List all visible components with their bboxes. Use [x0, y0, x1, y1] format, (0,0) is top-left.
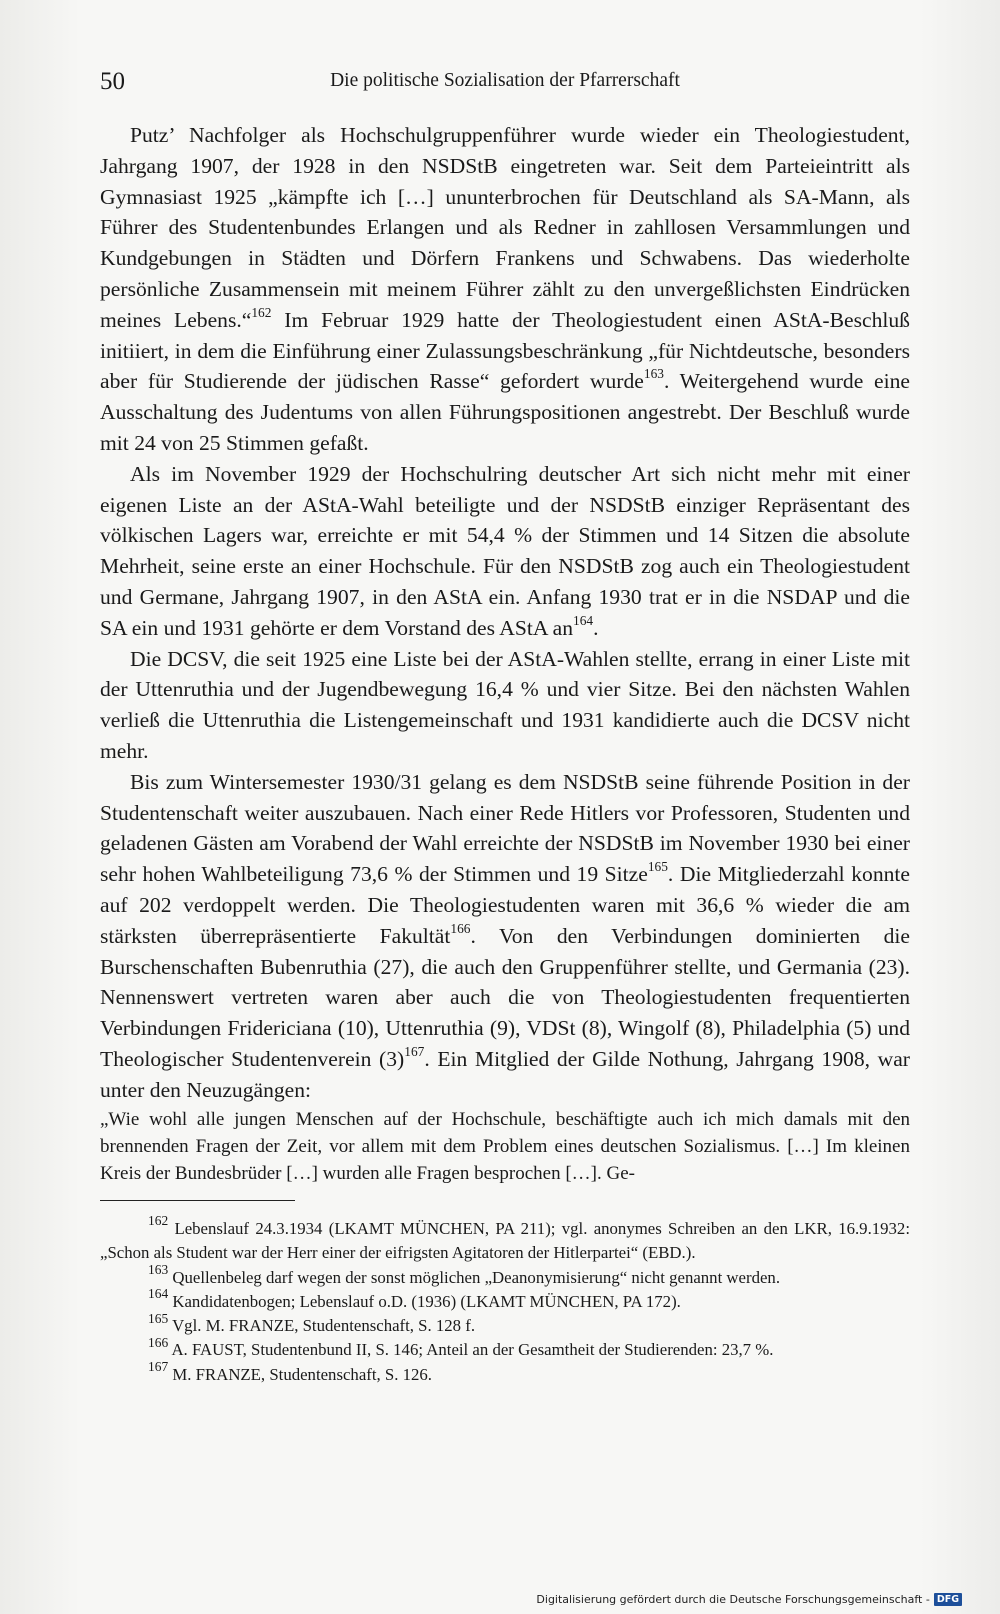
footnote-number: 162 — [148, 1213, 169, 1229]
footnote-ref-162: 162 — [251, 304, 272, 320]
paragraph-3-text-a: Die DCSV, die seit 1925 eine Liste bei der AStA-Wahlen stellte, errang in einer Liste mit der Uttenruthia und der Jugendbewegung 16,4 % und vier Sitze. Bei den nächsten Wahlen verließ die Uttenruthia die Listengemeinschaft und 1931 kandidierte auch die DCSV nicht mehr. — [100, 646, 910, 763]
paragraph-1 — [100, 120, 910, 459]
footnote-165 — [100, 1310, 910, 1338]
running-head: Die politische Sozialisation der Pfarrerschaft — [330, 70, 680, 91]
footnote-ref-167: 167 — [404, 1043, 425, 1059]
footnote-text: Vgl. M. FRANZE, Studentenschaft, S. 128 f. — [172, 1316, 476, 1336]
footnote-text: Lebenslauf 24.3.1934 (LKAMT MÜNCHEN, PA 211); vgl. anonymes Schreiben an den LKR, 16.9.1932: „Schon als Student war der Herr einer der eifrigsten Agitatoren der Hitlerpartei“ (EBD.). — [100, 1219, 910, 1263]
paragraph-1-text-a: Putz’ Nachfolger als Hochschulgruppenführer wurde wieder ein Theologiestudent, Jahrgang 1907, der 1928 in den NSDStB eingetreten war. Seit dem Parteieintritt als Gymnasiast 1925 „kämpfte ich […] ununterbrochen für Deutschland als SA-Mann, als Führer des Studentenbundes Erlangen und als Redner in zahllosen Versammlungen und Kundgebungen in Städten und Dörfern Frankens und Schwabens. Das wiederholte persönliche Zusammensein mit meinem Führer zählt zu den unvergeßlichsten Eindrücken meines Lebens.“ — [100, 123, 910, 332]
digitization-credit — [536, 1593, 962, 1606]
paragraph-4 — [100, 767, 910, 1106]
footnote-164 — [100, 1286, 910, 1314]
main-text — [100, 120, 910, 1187]
footnote-number: 167 — [148, 1359, 169, 1375]
footnote-163 — [100, 1261, 910, 1290]
footnote-text: Quellenbeleg darf wegen der sonst möglichen „Deanonymisierung“ nicht genannt werden. — [172, 1267, 781, 1287]
footnote-ref-166: 166 — [450, 920, 471, 936]
paragraph-4-text-a: Bis zum Wintersemester 1930/31 gelang es dem NSDStB seine führende Position in der Studentenschaft weiter auszubauen. Nach einer Rede Hitlers vor Professoren, Studenten und geladenen Gästen am Vorabend der Wahl erreichte der NSDStB im November 1930 bei einer sehr hohen Wahlbeteiligung 73,6 % der Stimmen und 19 Sitze — [100, 769, 910, 887]
paragraph-1-text-c: . Weitergehend wurde eine Ausschaltung des Judentums von allen Führungspositionen angestrebt. Der Beschluß wurde mit 24 von 25 Stimmen gefaßt. — [100, 369, 910, 455]
footnote-number: 163 — [148, 1261, 169, 1277]
paragraph-2 — [100, 459, 910, 644]
dfg-logo: DFG — [934, 1593, 962, 1606]
paragraph-4-text-c: . Von den Verbindungen dominierten die Burschenschaften Bubenruthia (27), die auch den Gruppenführer stellte, und Germania (23). Nennenswert vertreten waren aber auch die von Theologiestudenten frequentierten Verbindungen Fridericiana (10), Uttenruthia (9), VDSt (8), Wingolf (8), Philadelphia (5) und Theologischer Studentenverein (3) — [100, 923, 910, 1071]
credit-text: Digitalisierung gefördert durch die Deutsche Forschungsgemeinschaft - — [536, 1593, 930, 1606]
footnote-162 — [100, 1213, 910, 1266]
footnote-text: A. FAUST, Studentenbund II, S. 146; Anteil an der Gesamtheit der Studierenden: 23,7 %. — [171, 1340, 774, 1360]
footnote-text: M. FRANZE, Studentenschaft, S. 126. — [172, 1364, 432, 1384]
footnotes — [100, 1213, 910, 1387]
paragraph-3 — [100, 644, 910, 767]
footnote-ref-165: 165 — [647, 858, 668, 874]
paragraph-2-text-b: . — [593, 615, 599, 640]
footnote-divider — [100, 1200, 295, 1201]
page-header — [100, 68, 910, 100]
footnote-167 — [100, 1359, 910, 1387]
paragraph-4-text-d: . Ein Mitglied der Gilde Nothung, Jahrgang 1908, war unter den Neuzugängen: — [100, 1046, 910, 1102]
page-number: 50 — [100, 68, 125, 95]
footnote-ref-163: 163 — [643, 366, 664, 382]
paragraph-1-text-b: Im Februar 1929 hatte der Theologiestudent einen AStA-Beschluß initiiert, in dem die Einführung einer Zulassungsbeschränkung „für Nichtdeutsche, besonders aber für Studierende der jüdischen Rasse“ gefordert wurde — [100, 307, 910, 394]
footnote-number: 164 — [148, 1286, 169, 1302]
paragraph-4-text-b: . Die Mitgliederzahl konnte auf 202 verdoppelt werden. Die Theologiestudenten waren mit 36,6 % wieder die am stärksten überrepräsentierte Fakultät — [100, 862, 910, 948]
footnote-number: 166 — [148, 1334, 169, 1350]
footnote-166 — [100, 1334, 910, 1362]
footnote-number: 165 — [148, 1310, 169, 1326]
block-quote: „Wie wohl alle jungen Menschen auf der Hochschule, beschäftigte auch ich mich damals mit den brennenden Fragen der Zeit, vor allem mit dem Problem eines deutschen Sozialismus. […] Im kleinen Kreis der Bundesbrüder […] wurden alle Fragen besprochen […]. Ge- — [100, 1108, 910, 1184]
footnote-ref-164: 164 — [573, 612, 594, 628]
paragraph-2-text-a: Als im November 1929 der Hochschulring deutscher Art sich nicht mehr mit einer eigenen Liste an der AStA-Wahl beteiligte und der NSDStB einziger Repräsentant des völkischen Lagers war, erreichte er mit 54,4 % der Stimmen und 14 Sitzen die absolute Mehrheit, seine erste an einer Hochschule. Für den NSDStB zog auch ein Theologiestudent und Germane, Jahrgang 1907, in den AStA ein. Anfang 1930 trat er in die NSDAP und die SA ein und 1931 gehörte er dem Vorstand des AStA an — [100, 461, 910, 640]
footnote-text: Kandidatenbogen; Lebenslauf o.D. (1936) (LKAMT MÜNCHEN, PA 172). — [172, 1291, 681, 1311]
